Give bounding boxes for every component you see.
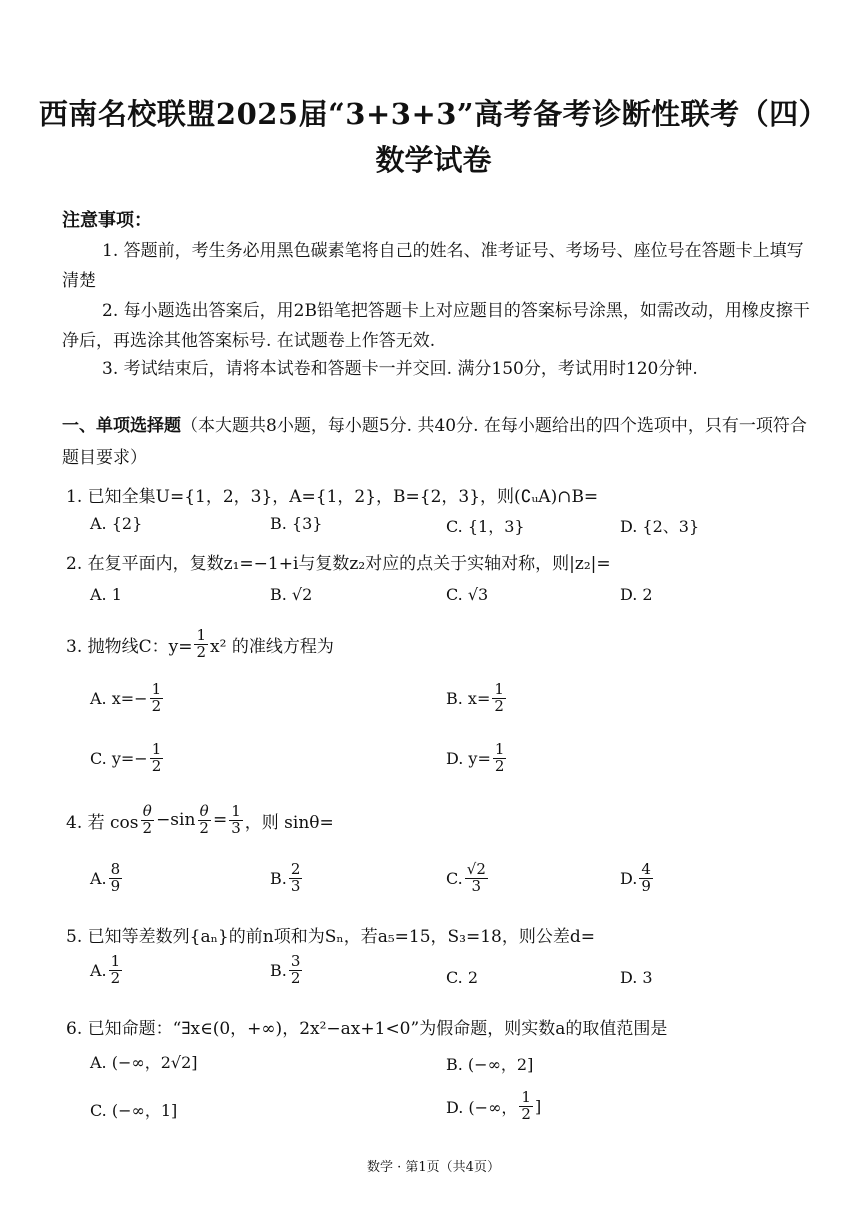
section-1 [62, 410, 812, 474]
question-1-option-a[interactable]: A. {2} [90, 514, 143, 533]
question-4-option-a[interactable]: A. $\frac{8}{9}$ [90, 860, 121, 895]
question-3-option-b[interactable]: B. x= $\frac{1}{2}$ [446, 680, 504, 715]
question-1-option-c[interactable]: C. {1，3} [446, 517, 525, 536]
question-5-option-b[interactable]: B. $\frac{3}{2}$ [270, 952, 301, 987]
question-3-option-a[interactable]: A. x=− $\frac{1}{2}$ [90, 680, 162, 715]
notes-heading: 注意事项： [62, 210, 152, 231]
question-6-stem: 6. 已知命题：“∃x∈(0，+∞)，2x²−ax+1<0”为假命题，则实数a的取值范围是 [66, 1019, 668, 1039]
note-item-3: 3. 考试结束后，请将本试卷和答题卡一并交回. 满分150分，考试用时120分钟. [102, 359, 698, 379]
question-1-stem: 1. 已知全集U={1，2，3}，A={1，2}，B={2，3}，则(∁ᵤA)∩B= [66, 487, 599, 507]
question-6-option-a[interactable]: A. (−∞，2√2] [90, 1053, 198, 1072]
section-1-desc: （本大题共8小题，每小题5分. 共40分. 在每小题给出的四个选项中，只有一项符合题目要求） [62, 416, 807, 468]
question-3-stem [66, 628, 334, 661]
question-5-option-c[interactable]: C. 2 [446, 968, 479, 987]
question-6-option-d[interactable]: D. (−∞， $\frac{1}{2}$ ] [446, 1088, 542, 1123]
question-2-option-a[interactable]: A. 1 [90, 585, 122, 604]
question-6-option-b[interactable]: B. (−∞，2] [446, 1055, 534, 1074]
question-1-option-b[interactable]: B. {3} [270, 514, 323, 533]
question-6-option-c[interactable]: C. (−∞，1] [90, 1101, 178, 1120]
question-4-stem: 4. 若 cos $\frac{\theta}{2}$ −sin $\frac{\theta}{2}$ = $\frac{1}{3}$ ，则 sinθ= [66, 802, 334, 837]
question-3-option-d[interactable]: D. y= $\frac{1}{2}$ [446, 740, 505, 775]
question-4-option-c[interactable]: C. $\frac{√2}{3}$ [446, 860, 486, 895]
question-2-option-d[interactable]: D. 2 [620, 585, 653, 604]
question-3-stem-pre: 3. 抛物线C：y= [66, 636, 193, 657]
question-3-option-c[interactable]: C. y=− $\frac{1}{2}$ [90, 740, 162, 775]
question-2-stem: 2. 在复平面内，复数z₁=−1+i与复数z₂对应的点关于实轴对称，则|z₂|= [66, 554, 611, 574]
question-5-option-a[interactable]: A. $\frac{1}{2}$ [90, 952, 121, 987]
section-1-heading: 一、单项选择题 [62, 416, 181, 436]
question-2-option-c[interactable]: C. √3 [446, 585, 489, 604]
question-1-option-d[interactable]: D. {2、3} [620, 517, 700, 536]
question-3-stem-post: x² 的准线方程为 [210, 636, 334, 657]
question-4-option-d[interactable]: D. $\frac{4}{9}$ [620, 860, 651, 895]
question-2-option-b[interactable]: B. √2 [270, 585, 313, 604]
question-4-option-b[interactable]: B. $\frac{2}{3}$ [270, 860, 301, 895]
exam-subtitle: 数学试卷 [375, 143, 492, 177]
note-item-1: 1. 答题前，考生务必用黑色碳素笔将自己的姓名、准考证号、考场号、座位号在答题卡上填写清楚 [62, 241, 804, 291]
question-5-option-d[interactable]: D. 3 [620, 968, 653, 987]
page-footer: 数学 · 第1页（共4页） [367, 1160, 500, 1175]
question-5-stem: 5. 已知等差数列{aₙ}的前n项和为Sₙ，若a₅=15，S₃=18，则公差d= [66, 927, 595, 947]
question-3-fraction: $\frac{1}{2}$ [196, 626, 207, 661]
exam-title: 西南名校联盟2025届“3+3+3”高考备考诊断性联考（四） [38, 97, 829, 131]
note-item-2: 2. 每小题选出答案后，用2B铅笔把答题卡上对应题目的答案标号涂黑，如需改动，用橡皮擦干净后，再选涂其他答案标号. 在试题卷上作答无效. [62, 301, 810, 351]
